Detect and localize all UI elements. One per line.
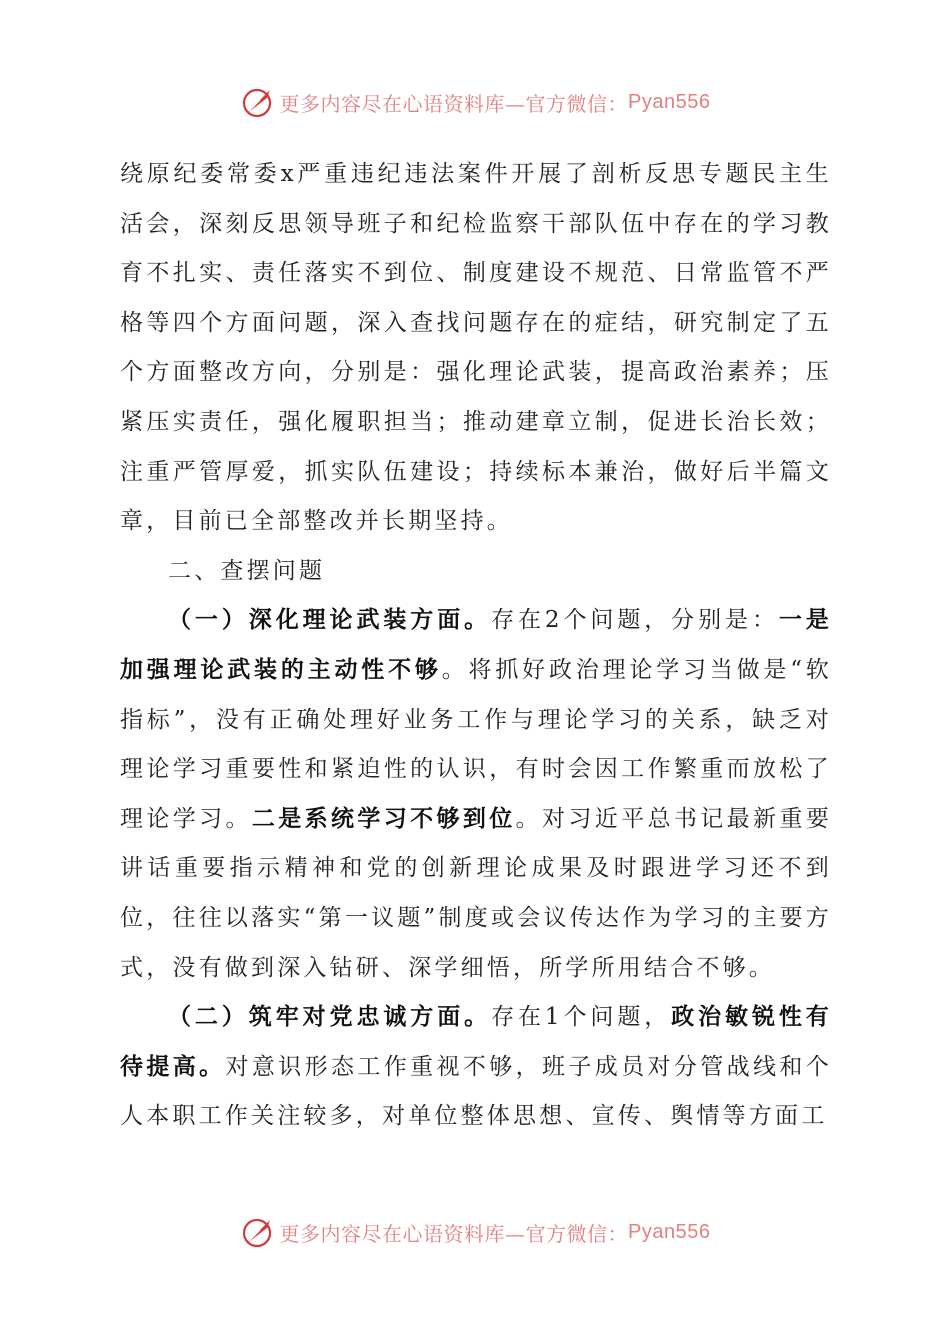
watermark-banner-bottom xyxy=(0,1212,950,1252)
watermark-text: 更多内容尽在心语资料库—官方微信： xyxy=(279,1221,629,1246)
quill-logo-icon xyxy=(240,84,276,120)
sec1-intro: 存在2个问题，分别是： xyxy=(491,607,779,634)
watermark-text: 更多内容尽在心语资料库—官方微信： xyxy=(279,91,629,116)
watermark-banner-top xyxy=(0,82,950,122)
section-heading-2: 二、查摆问题 xyxy=(168,557,326,584)
sec2-title: （二）筑牢对党忠诚方面。 xyxy=(168,1004,492,1031)
sec2-point1-title: 政治敏锐性有待提高。 xyxy=(120,1004,832,1080)
sec1-point1-text: 。将抓好政治理论学习当做是“软指标”，没有正确处理好业务工作与理论学习的关系，缺乏对理论学习重要性和紧迫性的认识，有时会因工作繁重而放松了理论学习。 xyxy=(120,656,832,832)
sec1-point1-title: 一是加强理论武装的主动性不够 xyxy=(120,607,832,683)
watermark-wechat-id: Pyan556 xyxy=(628,90,711,113)
sec2-point1-text: 对意识形态工作重视不够，班子成员对分管战线和个人本职工作关注较多，对单位整体思想、宣传、舆情等方面工 xyxy=(120,1053,832,1130)
paragraph-sec2 xyxy=(120,993,832,1142)
sec2-intro: 存在1个问题， xyxy=(491,1004,672,1031)
paragraph-sec1 xyxy=(120,596,832,993)
sec1-point2-title: 二是系统学习不够到位 xyxy=(251,805,516,832)
paragraph-1: 绕原纪委常委x严重违纪违法案件开展了剖析反思专题民主生活会，深刻反思领导班子和纪检监察干部队伍中存在的学习教育不扎实、责任落实不到位、制度建设不规范、日常监管不严格等四个方面问题，深入查找问题存在的症结，研究制定了五个方面整改方向，分别是：强化理论武装，提高政治素养；压紧压实责任，强化履职担当；推动建章立制，促进长治长效；注重严管厚爱，抓实队伍建设；持续标本兼治，做好后半篇文章，目前已全部整改并长期坚持。 xyxy=(120,161,832,535)
watermark-wechat-id: Pyan556 xyxy=(628,1220,711,1243)
sec1-title: （一）深化理论武装方面。 xyxy=(168,607,492,634)
quill-logo-icon xyxy=(240,1214,276,1250)
document-body xyxy=(120,150,832,1142)
sec1-point2-text: 。对习近平总书记最新重要讲话重要指示精神和党的创新理论成果及时跟进学习还不到位，往往以落实“第一议题”制度或会议传达作为学习的主要方式，没有做到深入钻研、深学细悟，所学所用结合不够。 xyxy=(120,805,833,981)
